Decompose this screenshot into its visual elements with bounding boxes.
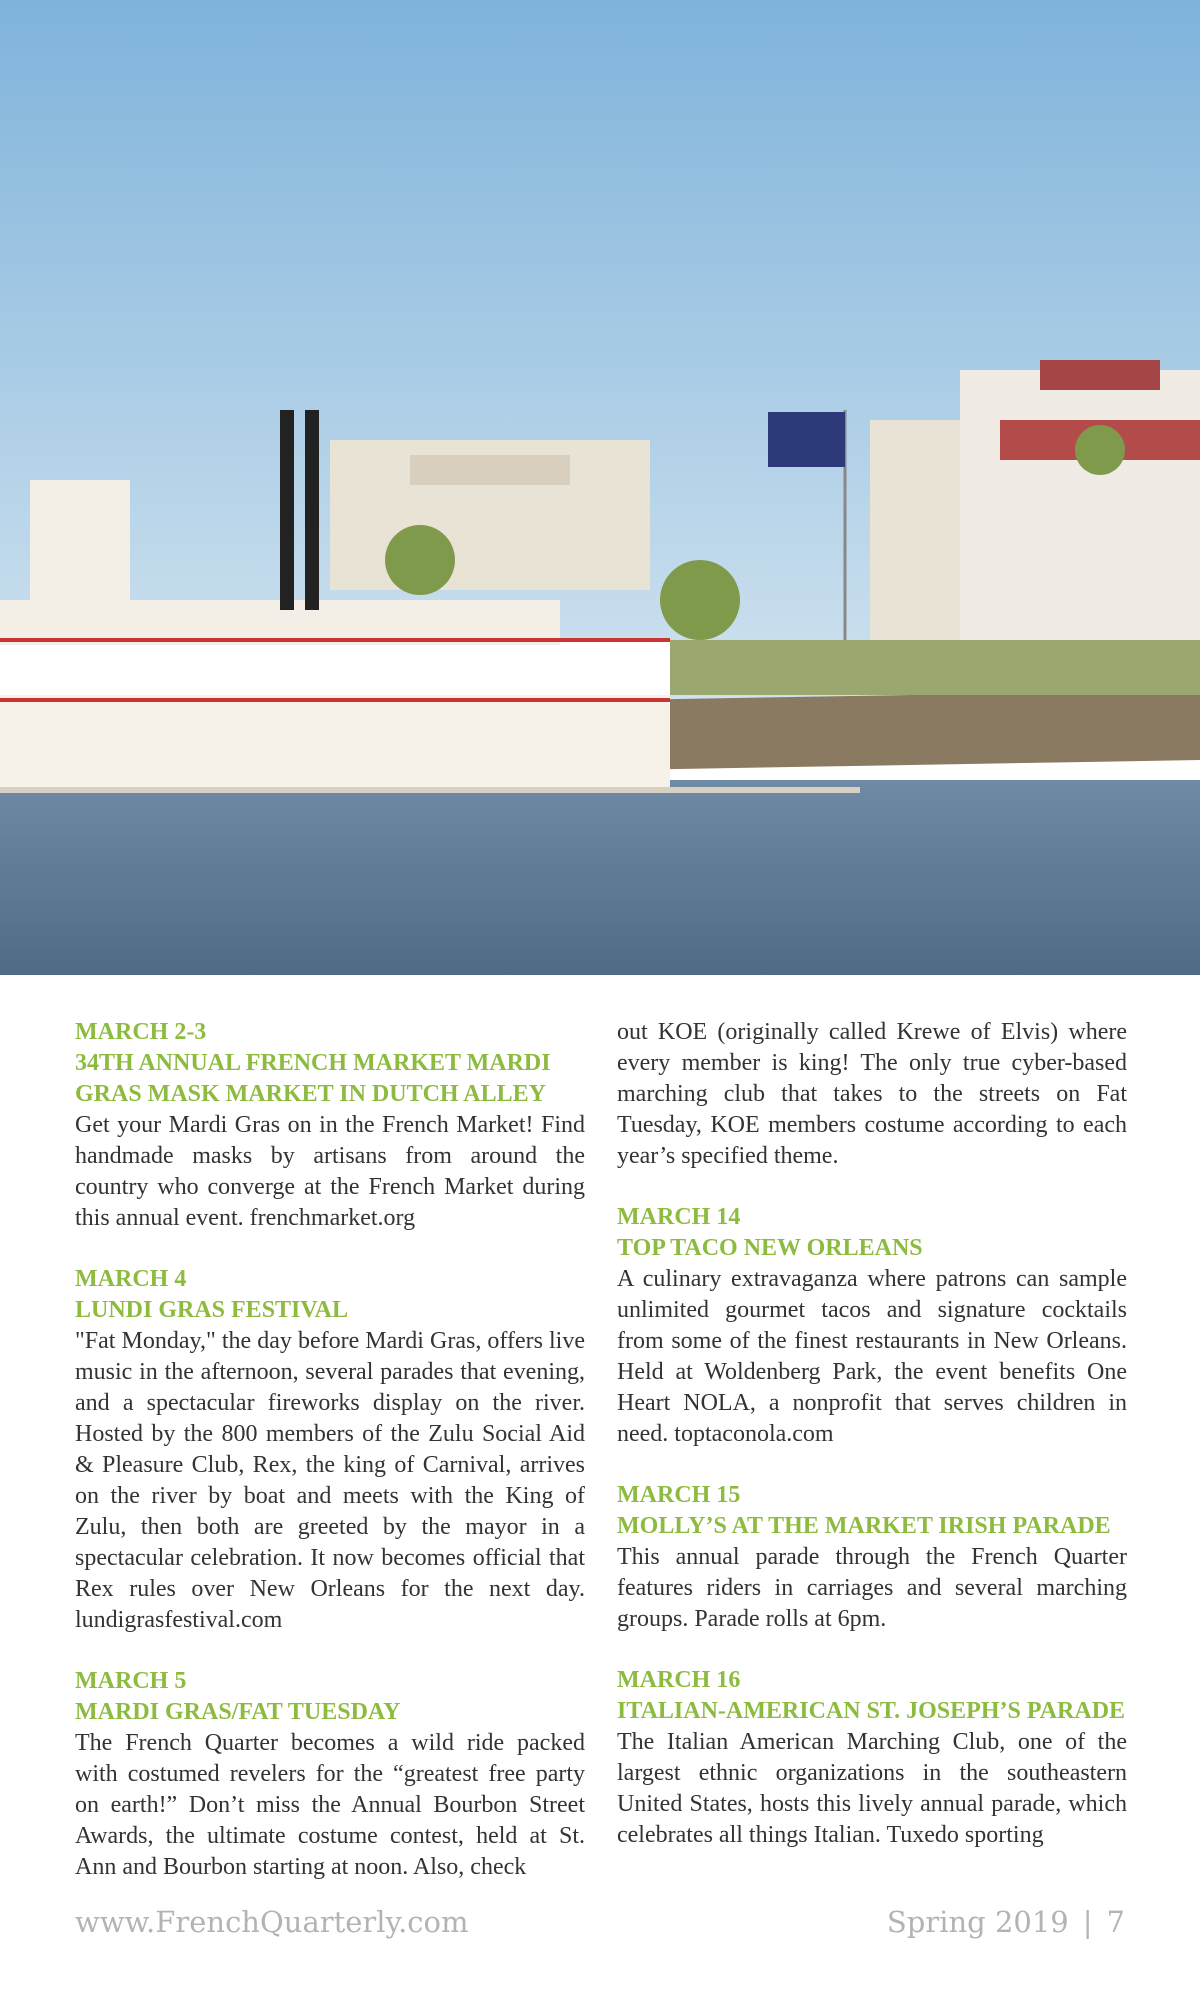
event-march-4 — [75, 1264, 585, 1636]
event-title: TOP TACO NEW ORLEANS — [617, 1235, 923, 1261]
event-description: "Fat Monday," the day before Mardi Gras, offers live music in the afternoon, several parades that evening, and a spectacular fireworks display on the river. Hosted by the 800 members of the Zulu Social Aid & Pleasure Club, Rex, the king of Carnival, arrives on the river by boat and meets with the King of Zulu, then both are greeted by the mayor in a spectacular celebration. It now becomes official that Rex rules over New Orleans for the next day. lundigrasfestival.com — [75, 1328, 585, 1633]
river — [0, 780, 1200, 975]
event-description: The French Quarter becomes a wild ride packed with costumed revelers for the “greatest free party on earth!” Don’t miss the Annual Bourbon Street Awards, the ultimate costume contest, held at St. Ann and Bourbon starting at noon. Also, check — [75, 1730, 585, 1880]
event-description: This annual parade through the French Quarter features riders in carriages and several marching groups. Parade rolls at 6pm. — [617, 1544, 1127, 1632]
event-march-5 — [75, 1666, 585, 1883]
event-title: 34TH ANNUAL FRENCH MARKET MARDI GRAS MASK MARKET IN DUTCH ALLEY — [75, 1050, 551, 1107]
event-date: MARCH 2-3 — [75, 1019, 207, 1045]
event-title: ITALIAN-AMERICAN ST. JOSEPH’S PARADE — [617, 1698, 1126, 1724]
event-date: MARCH 16 — [617, 1667, 741, 1693]
right-column — [617, 1017, 1127, 1881]
issue-info — [887, 1905, 1125, 1939]
event-march-2-3 — [75, 1017, 585, 1234]
page-number: 7 — [1106, 1905, 1125, 1939]
event-date: MARCH 14 — [617, 1204, 741, 1230]
event-description: Get your Mardi Gras on in the French Market! Find handmade masks by artisans from around the country who converge at the French Market during this annual event. frenchmarket.org — [75, 1112, 585, 1231]
event-date: MARCH 5 — [75, 1668, 187, 1694]
event-title: MARDI GRAS/FAT TUESDAY — [75, 1699, 401, 1725]
event-march-14 — [617, 1202, 1127, 1450]
event-march-15 — [617, 1480, 1127, 1635]
event-date: MARCH 15 — [617, 1482, 741, 1508]
shore-grass — [620, 640, 1200, 695]
issue-label: Spring 2019 — [886, 1905, 1069, 1939]
event-description: The Italian American Marching Club, one of the largest ethnic organizations in the southeastern United States, hosts this lively annual parade, which celebrates all things Italian. Tuxedo sporting — [617, 1729, 1127, 1848]
left-column — [75, 1017, 585, 1913]
website-link[interactable]: www.FrenchQuarterly.com — [75, 1905, 469, 1939]
footer-separator: | — [1082, 1905, 1093, 1939]
event-description: A culinary extravaganza where patrons can sample unlimited gourmet tacos and signature cocktails from some of the finest restaurants in New Orleans. Held at Woldenberg Park, the event benefits One Heart NOLA, a nonprofit that serves children in need. toptaconola.com — [617, 1266, 1127, 1447]
event-title: MOLLY’S AT THE MARKET IRISH PARADE — [617, 1513, 1111, 1539]
event-title: LUNDI GRAS FESTIVAL — [75, 1297, 348, 1323]
event-date: MARCH 4 — [75, 1266, 187, 1292]
page-footer — [75, 1905, 1125, 1945]
continued-paragraph: out KOE (originally called Krewe of Elvis) where every member is king! The only true cyber-based marching club that takes to the streets on Fat Tuesday, KOE members costume according to each year’s specified theme. — [617, 1019, 1127, 1169]
event-march-16 — [617, 1665, 1127, 1851]
levee — [620, 690, 1200, 770]
riverboat-photo-illustration — [0, 0, 1200, 975]
riverboat-photo — [0, 0, 1200, 975]
